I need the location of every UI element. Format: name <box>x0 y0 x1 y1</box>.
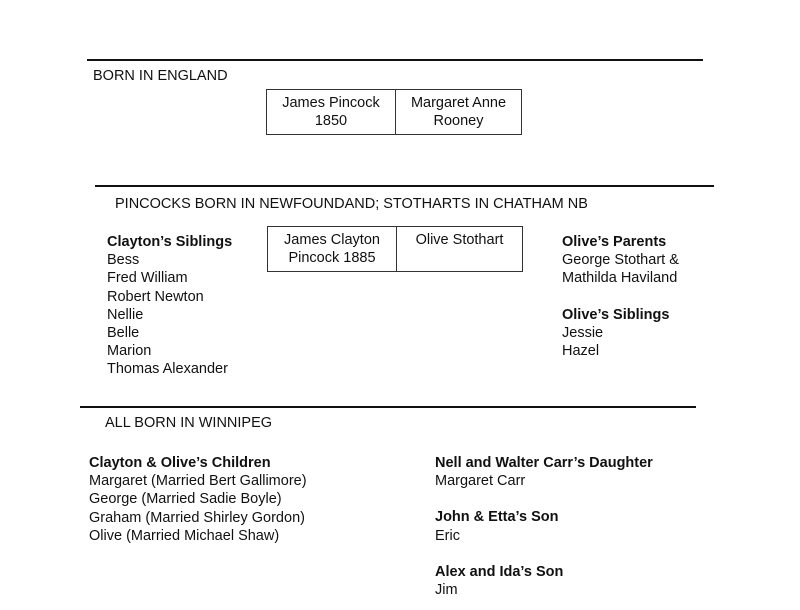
heading-all-born-in-winnipeg: ALL BORN IN WINNIPEG <box>105 415 273 431</box>
claytons-and-olives-children-list <box>89 454 307 545</box>
person-name-line: Pincock 1885 <box>288 250 376 266</box>
list-title: Alex and Ida’s Son <box>435 563 564 580</box>
claytons-siblings-list <box>107 233 232 379</box>
list-title: Nell and Walter Carr’s Daughter <box>435 455 653 471</box>
section-divider-winnipeg <box>80 406 696 408</box>
spacer <box>562 288 679 306</box>
list-title: Clayton’s Siblings <box>107 234 233 250</box>
person-name-line: Olive Stothart <box>415 232 504 248</box>
list-item: Margaret (Married Bert Gallimore) <box>89 473 307 490</box>
person-james-pincock <box>267 90 395 134</box>
list-title: Clayton & Olive’s Children <box>89 455 271 471</box>
person-margaret-anne-rooney <box>395 90 521 134</box>
list-item: Graham (Married Shirley Gordon) <box>89 509 305 526</box>
person-james-clayton-pincock <box>268 227 396 271</box>
cousins-list <box>435 454 653 599</box>
spacer <box>435 545 653 563</box>
section-divider-england <box>87 59 703 61</box>
list-item: George (Married Sadie Boyle) <box>89 491 282 508</box>
list-item: Bess <box>107 252 140 269</box>
list-item: Mathilda Haviland <box>562 270 678 287</box>
list-item: Hazel <box>562 343 600 360</box>
list-item: Thomas Alexander <box>107 361 228 378</box>
person-name-line: James Clayton <box>284 232 380 248</box>
person-olive-stothart <box>396 227 522 271</box>
spacer <box>435 490 653 508</box>
list-title: Olive’s Siblings <box>562 306 670 323</box>
list-title: Olive’s Parents <box>562 234 667 250</box>
section-divider-newfoundland <box>95 185 714 187</box>
list-item: Eric <box>435 527 460 544</box>
couple-box-james-margaret <box>266 89 522 135</box>
list-item: Margaret Carr <box>435 473 526 490</box>
list-item: George Stothart & <box>562 252 679 269</box>
person-name-line: Rooney <box>433 113 484 129</box>
list-item: Fred William <box>107 270 188 287</box>
olives-family-list <box>562 233 679 360</box>
heading-born-in-england: BORN IN ENGLAND <box>93 68 228 84</box>
list-item: Belle <box>107 325 140 342</box>
list-title: John & Etta’s Son <box>435 509 559 526</box>
list-item: Robert Newton <box>107 288 204 305</box>
list-item: Nellie <box>107 306 144 323</box>
list-item: Olive (Married Michael Shaw) <box>89 527 280 544</box>
list-item: Jessie <box>562 324 604 341</box>
list-item: Marion <box>107 343 152 360</box>
heading-newfoundland-chatham: PINCOCKS BORN IN NEWFOUNDAND; STOTHARTS IN CHATHAM NB <box>115 196 588 212</box>
person-name-line: Margaret Anne <box>410 95 507 111</box>
person-name-line: James Pincock <box>282 95 380 111</box>
person-name-line: 1850 <box>314 113 348 129</box>
list-item: Jim <box>435 582 458 599</box>
couple-box-clayton-olive <box>267 226 523 272</box>
